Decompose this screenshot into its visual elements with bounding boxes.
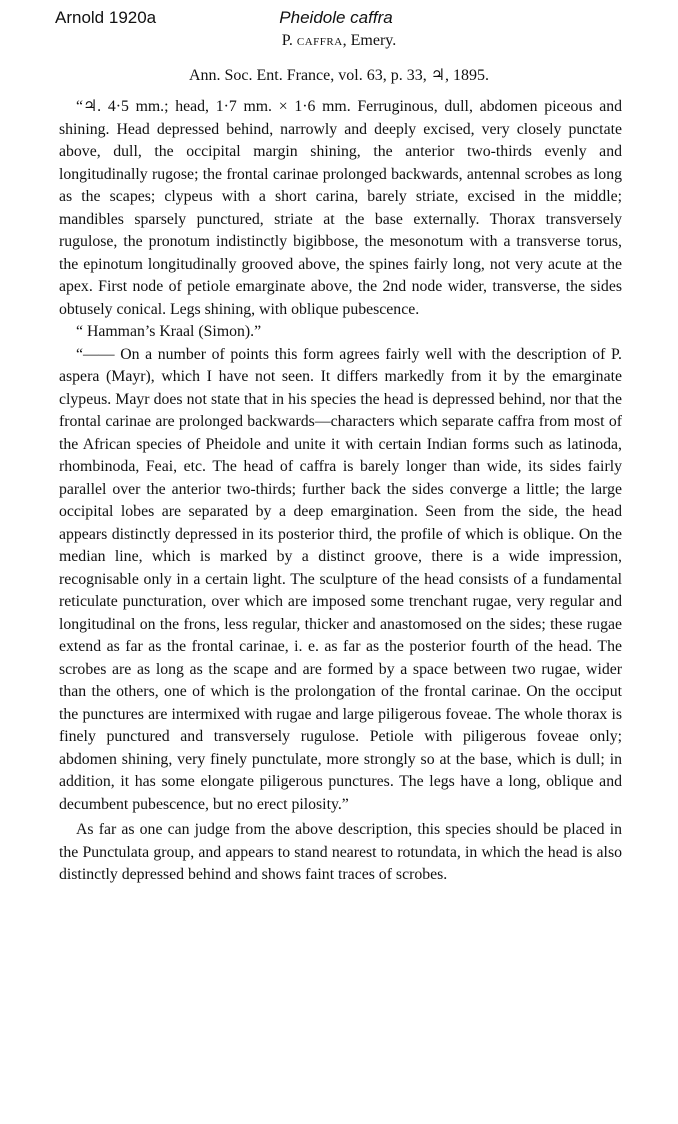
taxon-title [0, 8, 678, 28]
species-name: caffra [296, 32, 343, 49]
locality-paragraph: “ Hamman’s Kraal (Simon).” [76, 323, 262, 340]
document-body [59, 96, 622, 887]
species-author: , Emery. [342, 32, 397, 49]
author-year-label: Arnold 1920a [55, 8, 157, 27]
citation: Ann. Soc. Ent. France, vol. 63, p. 33, ♃, 1895. [188, 67, 490, 84]
conclusion-paragraph: As far as one can judge from the above description, this species should be placed in the Punctulata group, and appears to stand nearest to rotundata, in which the head is also distinctly depressed behind and shows faint traces of scrobes. [59, 821, 622, 883]
description-paragraph: “♃. 4·5 mm.; head, 1·7 mm. × 1·6 mm. Ferruginous, dull, abdomen piceous and shining. Head depressed behind, narrowly and deeply excised, very closely punctate above, dull, the occipital margin shining, the anterior two-thirds evenly and longitudinally rugose; the frontal carinae prolonged backwards, antennal scrobes as long as the scapes; clypeus with a short carina, barely striate, excised in the middle; mandibles sparsely punctured, striate at the base externally. Thorax transversely rugulose, the pronotum indistinctly bigibbose, the mesonotum with a transverse torus, the epinotum longitudinally grooved above, the spines fairly long, not very acute at the apex. First node of petiole emarginate above, the 2nd node wider, transverse, the sides obtusely conical. Legs shining, with oblique pubescence. [59, 98, 622, 318]
genus-abbreviation: P. [281, 32, 293, 49]
remarks-paragraph: “—— On a number of points this form agrees fairly well with the description of P. aspera (Mayr), which I have not seen. It differs markedly from it by the emarginate clypeus. Mayr does not state that in his species the head is depressed behind, nor that the frontal carinae are prolonged backwards—characters which separate caffra from most of the African species of Pheidole and unite it with certain Indian forms such as latinoda, rhombinoda, Feai, etc. The head of caffra is barely longer than wide, its sides fairly parallel over the anterior two-thirds; further back the sides converge a little; the large occipital lobes are separated by a deep emargination. Seen from the side, the head appears distinctly depressed in its posterior third, the profile of which is oblique. On the median line, which is marked by a distinct groove, there is a wide impression, recognisable only in a certain light. The sculpture of the head consists of a fundamental reticulate puncturation, over which are imposed some trenchant rugae, very regular and longitudinal on the frons, less regular, thicker and anastomosed on the sides; these rugae extend as far as the frontal carinae, i. e. as far as the posterior fourth of the head. The scrobes are as long as the scape and are formed by a space between two rugae, wider than the others, one of which is the prolongation of the frontal carinae. On the occiput the punctures are intermixed with rugae and large piligerous foveae. The whole thorax is finely punctured and transversely rugulose. Petiole with piligerous foveae only; abdomen shining, very finely punctulate, more strongly so at the base, which is dull; in addition, it has some elongate piligerous punctures. The legs have a long, oblique and decumbent pubescence, but no erect pilosity.” [59, 345, 622, 813]
species-heading [0, 32, 678, 50]
taxon-title-text: Pheidole caffra [279, 8, 393, 27]
